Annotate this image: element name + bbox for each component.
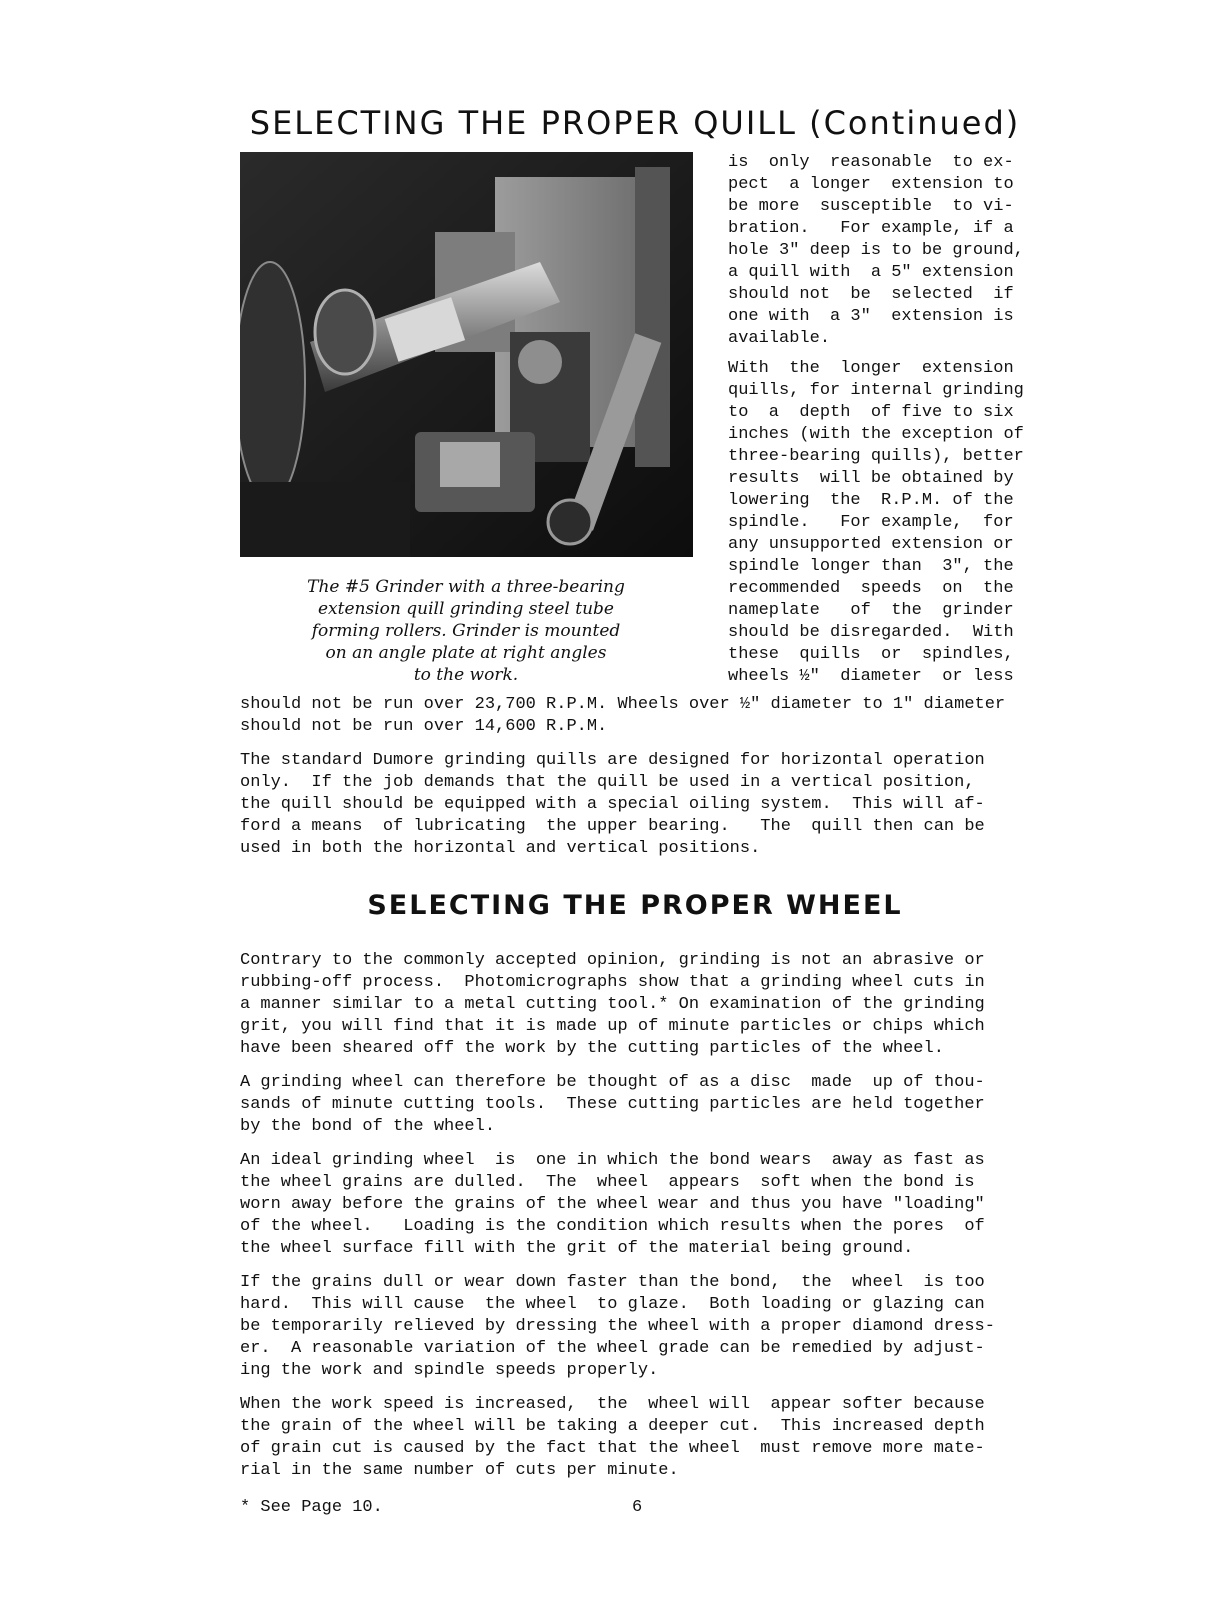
caption-line: The #5 Grinder with a three-bearing: [307, 577, 625, 597]
caption-line: extension quill grinding steel tube: [318, 599, 614, 619]
paragraph-glazing: If the grains dull or wear down faster than the bond, the wheel is too hard. This will cause the wheel to glaze. Both loading or glazing can be temporarily relieved by dressing the wheel with a proper diamond dress- er. A reasonable variation of the wheel grade can be remedied by adjust- ing the work and spindle speeds properly.: [240, 1273, 995, 1380]
paragraph-work-speed: When the work speed is increased, the wheel will appear softer because the grain of the wheel will be taking a deeper cut. This increased depth of grain cut is caused by the fact that the wheel must remove more mate- rial in the same number of cuts per minute.: [240, 1395, 985, 1480]
figure-caption: [256, 576, 676, 686]
footnote: * See Page 10.: [240, 1498, 383, 1517]
caption-line: to the work.: [413, 665, 519, 685]
paragraph: is only reasonable to ex- pect a longer extension to be more susceptible to vi- bration. For example, if a hole 3" deep is to be ground, a quill with a 5" extension should not be selected if one with a 3" extension is available.: [728, 153, 1024, 348]
grinder-photo-image: [240, 152, 693, 557]
grinder-photo: [240, 152, 693, 557]
right-column-text: [728, 152, 1033, 688]
paragraph: With the longer extension quills, for internal grinding to a depth of five to six inches (with the exception of three-bearing quills), better results will be obtained by lowering the R.P.M. of the spindle. For example, for any unsupported extension or spindle longer than 3", the recommended speeds on the nameplate of the grinder should be disregarded. With these quills or spindles, wheels ½" diameter or less: [728, 359, 1024, 686]
section-title: SELECTING THE PROPER WHEEL: [367, 890, 903, 921]
caption-line: on an angle plate at right angles: [325, 643, 607, 663]
paragraph-quill-orientation: The standard Dumore grinding quills are designed for horizontal operation only. If the job demands that the quill be used in a vertical position, the quill should be equipped with a special oiling system. This will af- ford a means of lubricating the upper bearing. The quill then can be used in both the horizontal and vertical positions.: [240, 751, 985, 858]
paragraph-disc: A grinding wheel can therefore be thought of as a disc made up of thou- sands of minute cutting tools. These cutting particles are held together by the bond of the wheel.: [240, 1073, 985, 1136]
page-number: 6: [632, 1498, 643, 1517]
page-title: SELECTING THE PROPER QUILL (Continued): [249, 104, 1021, 142]
paragraph-ideal-wheel: An ideal grinding wheel is one in which the bond wears away as fast as the wheel grains are dulled. The wheel appears soft when the bond is worn away before the grains of the wheel wear and thus you have "loading" of the wheel. Loading is the condition which results when the pores of the wheel surface fill with the grit of the material being ground.: [240, 1151, 985, 1258]
caption-line: forming rollers. Grinder is mounted: [311, 621, 621, 641]
paragraph-rpm: should not be run over 23,700 R.P.M. Wheels over ½" diameter to 1" diameter should not be run over 14,600 R.P.M.: [240, 695, 1006, 736]
paragraph-grinding-process: Contrary to the commonly accepted opinion, grinding is not an abrasive or rubbing-off process. Photomicrographs show that a grinding wheel cuts in a manner similar to a metal cutting tool.* On examination of the grinding grit, you will find that it is made up of minute particles or chips which have been sheared off the work by the cutting particles of the wheel.: [240, 951, 985, 1058]
